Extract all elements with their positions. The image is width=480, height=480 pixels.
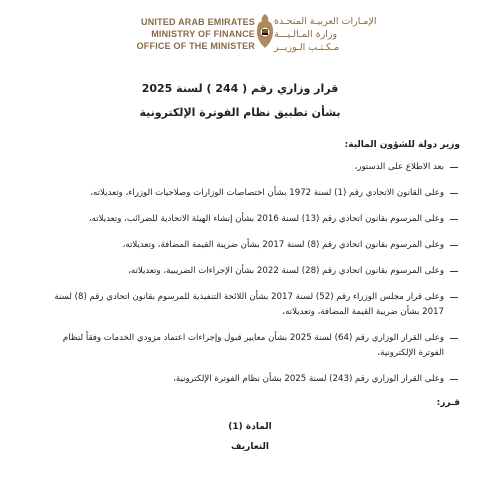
preamble-item: بعد الاطلاع على الدستور،: [40, 160, 460, 175]
preamble-item: وعلى القانون الاتحادي رقم (1) لسنة 1972 بشأن اختصاصات الوزارات وصلاحيات الوزراء، وتعديلاته،: [40, 186, 460, 201]
preamble-item: وعلى القرار الوزاري رقم (243) لسنة 2025 بشأن نظام الفوترة الإلكترونية،: [40, 372, 460, 387]
letterhead-en-line-2: MINISTRY OF FINANCE: [151, 29, 255, 39]
article-heading: التعاريف: [231, 442, 269, 452]
letterhead-en-line-1: UNITED ARAB EMIRATES: [141, 17, 255, 27]
letterhead-english: [90, 16, 255, 52]
letterhead-ar-line-1: الإمـارات العربيـة المتحـدة: [274, 16, 377, 27]
decree-number: قرار وزاري رقم ( 244 ) لسنة 2025: [141, 82, 339, 95]
preamble-item: وعلى القرار الوزاري رقم (64) لسنة 2025 بشأن معايير قبول وإجراءات اعتماد مزودي الخدمات وفقاً لنظام الفوترة الإلكترونية،: [40, 331, 460, 361]
dash-bullet: [450, 245, 458, 246]
dash-bullet: [450, 193, 458, 194]
dash-bullet: [450, 271, 458, 272]
decree-body: [40, 140, 460, 452]
dash-bullet: [450, 297, 458, 298]
decided-heading: قـرر:: [436, 398, 460, 408]
dash-bullet: [450, 219, 458, 220]
dash-bullet: [450, 167, 458, 168]
preamble-item: وعلى المرسوم بقانون اتحادي رقم (13) لسنة 2016 بشأن إنشاء الهيئة الاتحادية للضرائب، وتعديلاته،: [40, 212, 460, 227]
dash-bullet: [450, 379, 458, 380]
preamble-item: وعلى المرسوم بقانون اتحادي رقم (8) لسنة 2017 بشأن ضريبة القيمة المضافة، وتعديلاته،: [40, 238, 460, 253]
preamble-item: وعلى المرسوم بقانون اتحادي رقم (28) لسنة 2022 بشأن الإجراءات الضريبية، وتعديلاته،: [40, 264, 460, 279]
letterhead: [0, 6, 480, 76]
letterhead-arabic: [274, 15, 424, 54]
article-number: المادة (1): [228, 422, 272, 432]
letterhead-ar-line-3: مـكـتـب الـوزيــر: [274, 42, 340, 53]
decree-title: [0, 80, 480, 122]
letterhead-en-line-3: OFFICE OF THE MINISTER: [136, 41, 255, 51]
issuer-line: وزير دولة للشؤون المالية:: [344, 140, 460, 150]
preamble-item: وعلى قرار مجلس الوزراء رقم (52) لسنة 2017 بشأن اللائحة التنفيذية للمرسوم بقانون اتحادي رقم (8) لسنة 2017 بشأن ضريبة القيمة المضافة، وتعديلاته،: [40, 290, 460, 320]
letterhead-ar-line-2: وزارة المـالـيـــة: [274, 29, 338, 40]
decree-subject: بشأن تطبيق نظام الفوترة الإلكترونية: [139, 106, 341, 119]
dash-bullet: [450, 338, 458, 339]
